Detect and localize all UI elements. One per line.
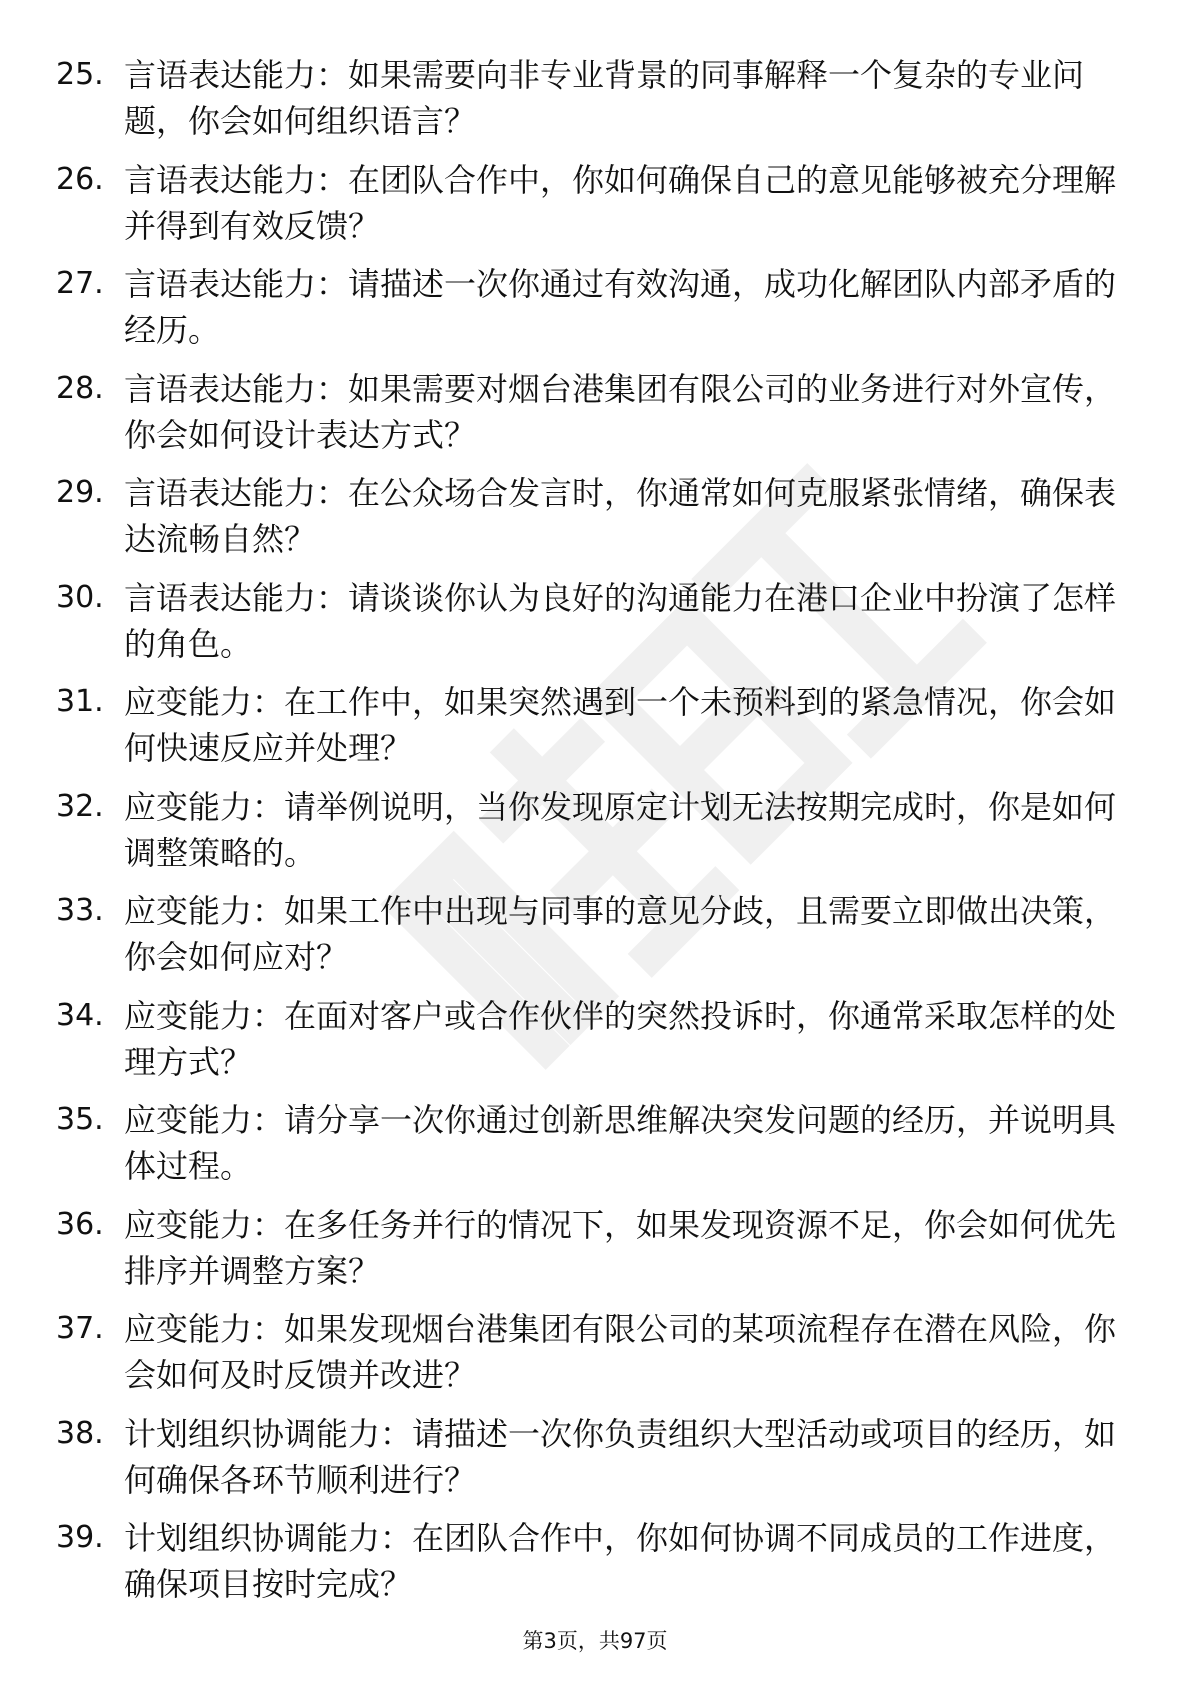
question-text: 应变能力：在多任务并行的情况下，如果发现资源不足，你会如何优先排序并调整方案？	[124, 1205, 1117, 1290]
question-item	[56, 470, 1116, 575]
question-number: 39.	[56, 1520, 104, 1555]
question-text: 言语表达能力：在团队合作中，你如何确保自己的意见能够被充分理解并得到有效反馈？	[124, 160, 1117, 245]
question-item	[56, 784, 1116, 889]
question-text: 应变能力：请举例说明，当你发现原定计划无法按期完成时，你是如何调整策略的。	[124, 787, 1117, 872]
question-item	[56, 1411, 1116, 1516]
question-text: 计划组织协调能力：请描述一次你负责组织大型活动或项目的经历，如何确保各环节顺利进行？	[124, 1414, 1117, 1499]
question-number: 26.	[56, 161, 104, 197]
question-number: 28.	[56, 370, 104, 406]
question-item	[56, 1515, 1116, 1620]
question-number: 38.	[56, 1415, 104, 1451]
question-number: 31.	[56, 684, 104, 719]
question-number: 33.	[56, 893, 104, 928]
question-text: 应变能力：在工作中，如果突然遇到一个未预料到的紧急情况，你会如何快速反应并处理？	[124, 683, 1117, 767]
question-text: 言语表达能力：请描述一次你通过有效沟通，成功化解团队内部矛盾的经历。	[124, 265, 1117, 349]
question-text: 应变能力：如果发现烟台港集团有限公司的某项流程存在潜在风险，你会如何及时反馈并改进？	[124, 1310, 1117, 1394]
question-text: 言语表达能力：如果需要向非专业背景的同事解释一个复杂的专业问题，你会如何组织语言？	[124, 56, 1085, 140]
question-text: 应变能力：请分享一次你通过创新思维解决突发问题的经历，并说明具体过程。	[124, 1101, 1117, 1185]
question-item	[56, 366, 1116, 471]
question-number: 35.	[56, 1102, 104, 1137]
question-item	[56, 993, 1116, 1098]
question-number: 32.	[56, 788, 104, 824]
question-number: 25.	[56, 57, 104, 92]
question-text: 言语表达能力：在公众场合发言时，你通常如何克服紧张情绪，确保表达流畅自然？	[124, 474, 1117, 558]
question-text: 言语表达能力：请谈谈你认为良好的沟通能力在港口企业中扮演了怎样的角色。	[124, 578, 1117, 663]
question-number: 27.	[56, 266, 104, 301]
question-text: 言语表达能力：如果需要对烟台港集团有限公司的业务进行对外宣传，你会如何设计表达方式？	[124, 369, 1117, 454]
question-number: 34.	[56, 997, 104, 1033]
question-item	[56, 157, 1116, 262]
question-item	[56, 888, 1116, 993]
question-text: 应变能力：在面对客户或合作伙伴的突然投诉时，你通常采取怎样的处理方式？	[124, 996, 1117, 1081]
question-item	[56, 261, 1116, 366]
question-item	[56, 575, 1116, 680]
question-text: 应变能力：如果工作中出现与同事的意见分歧，且需要立即做出决策，你会如何应对？	[124, 892, 1117, 976]
question-item	[56, 52, 1116, 157]
question-number: 36.	[56, 1206, 104, 1242]
question-number: 29.	[56, 475, 104, 510]
question-text: 计划组织协调能力：在团队合作中，你如何协调不同成员的工作进度，确保项目按时完成？	[124, 1519, 1117, 1603]
page-footer: 第3页，共97页	[522, 1629, 668, 1653]
question-number: 37.	[56, 1311, 104, 1346]
question-list	[56, 52, 1116, 1620]
question-item	[56, 1202, 1116, 1307]
question-number: 30.	[56, 579, 104, 615]
question-item	[56, 1097, 1116, 1202]
question-item	[56, 679, 1116, 784]
question-item	[56, 1306, 1116, 1411]
